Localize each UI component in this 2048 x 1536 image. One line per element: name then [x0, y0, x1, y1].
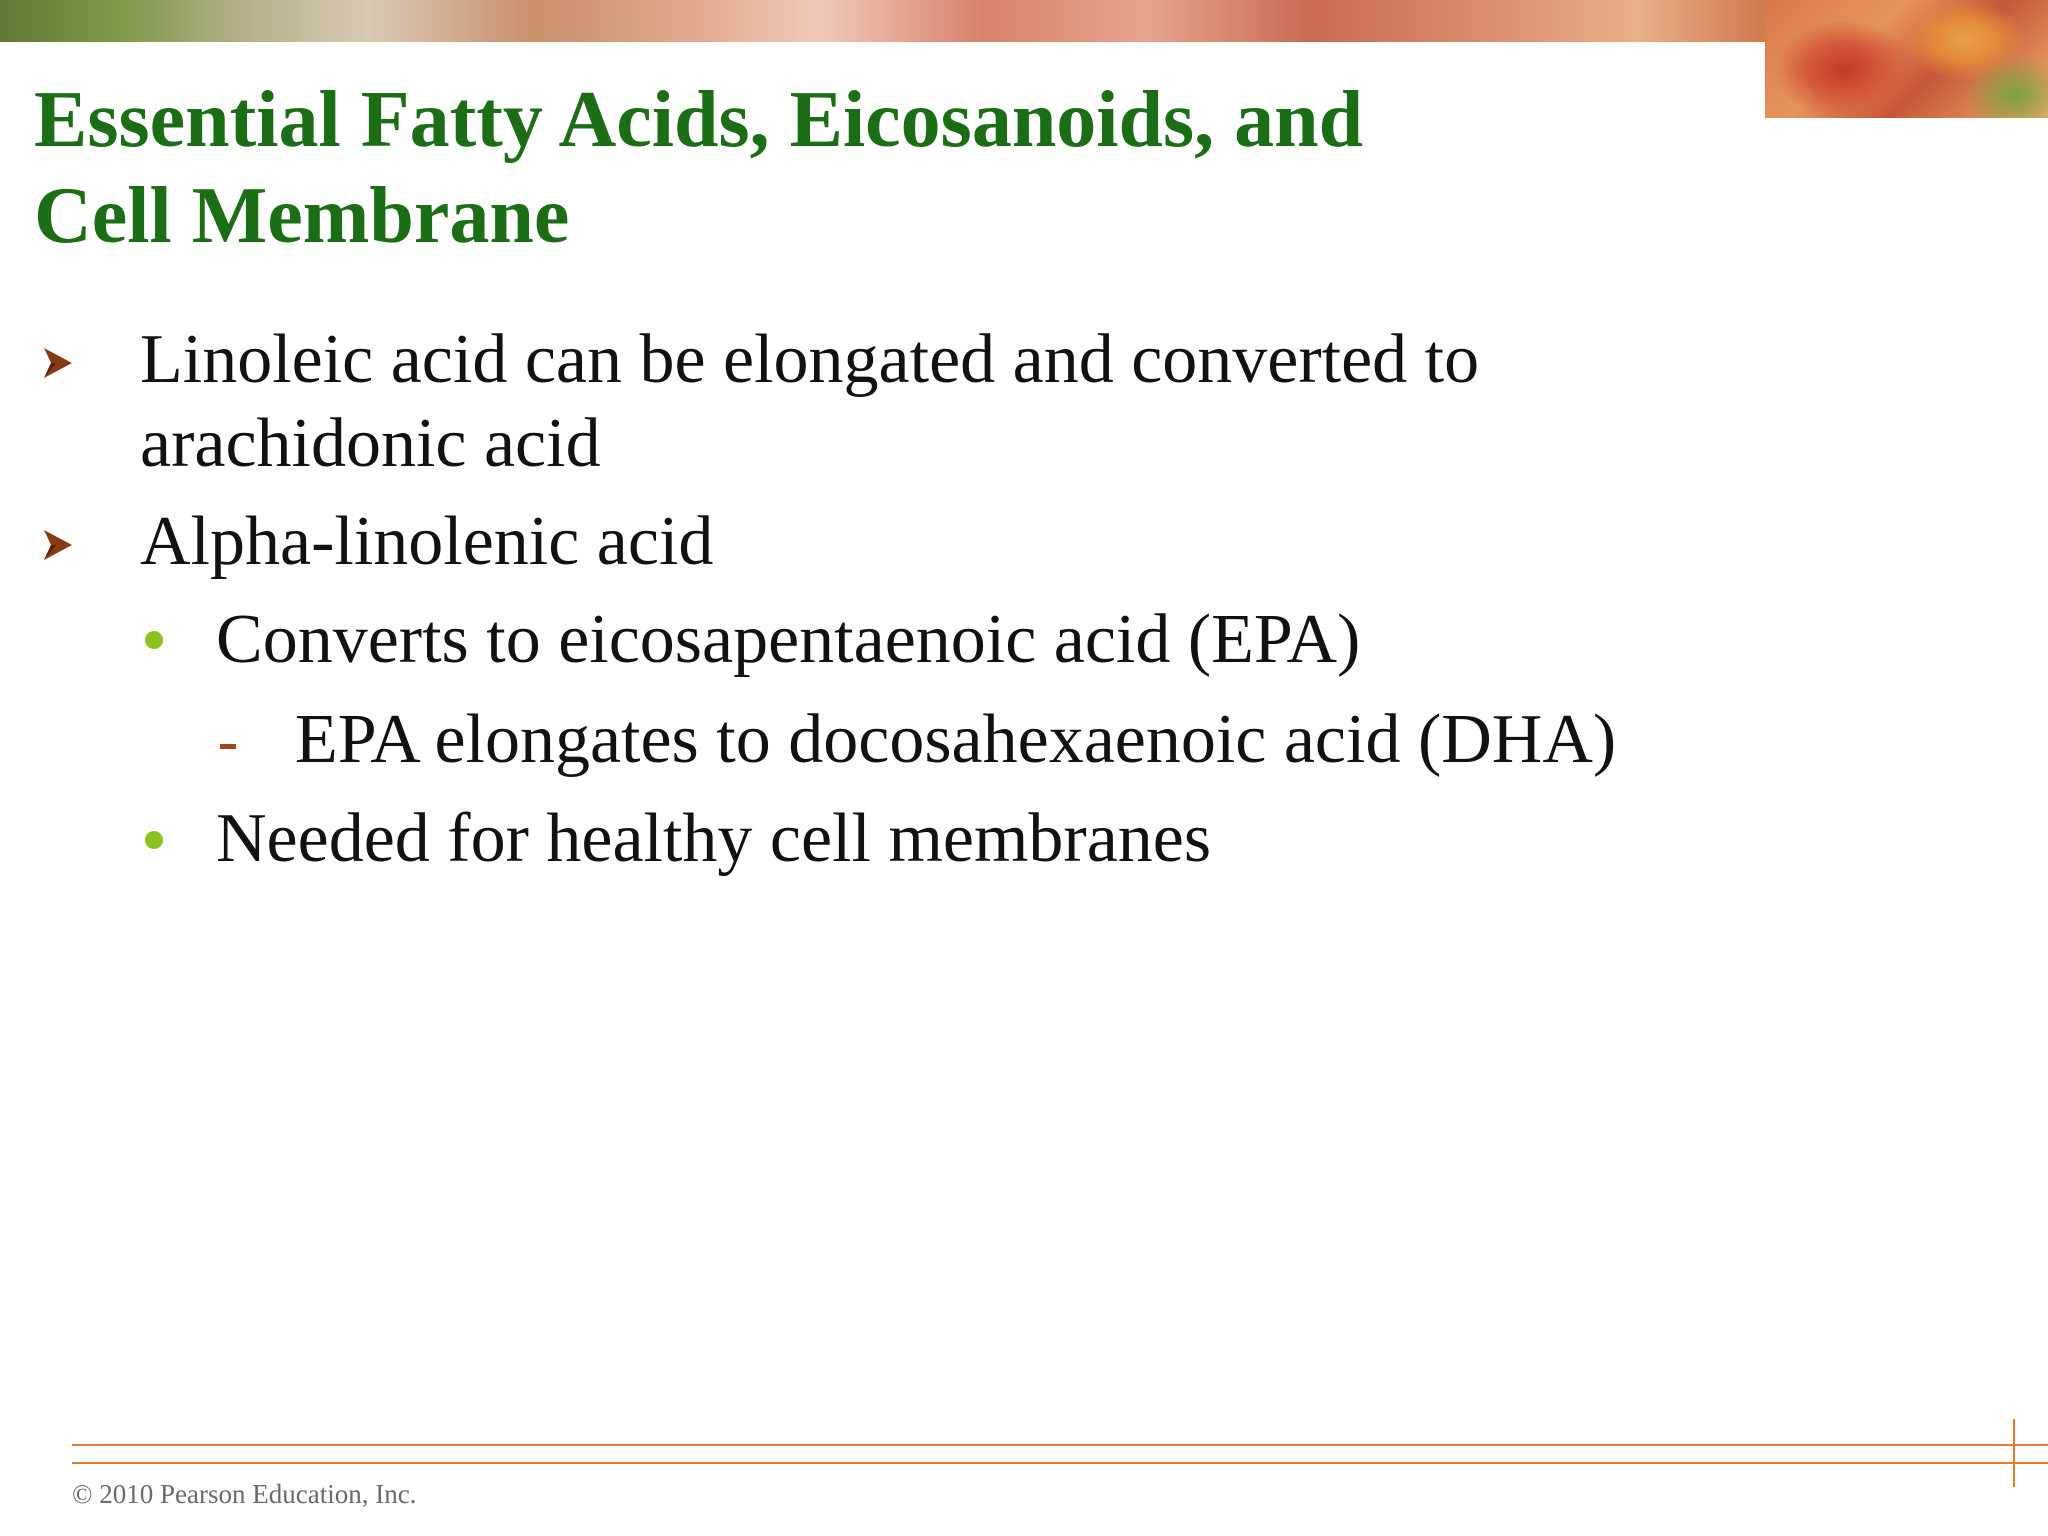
slide-title — [34, 72, 1734, 264]
corner-food-photo — [1765, 0, 2048, 118]
bullet-text-cell-membranes: Needed for healthy cell membranes — [216, 800, 1212, 877]
slide-title-line-2: Cell Membrane — [34, 172, 570, 260]
arrow-bullet-icon — [42, 528, 74, 562]
footer-rule-top — [72, 1444, 2048, 1446]
dot-bullet-icon — [145, 831, 163, 849]
bullet-text-converts-epa: Converts to eicosapentaenoic acid (EPA) — [216, 601, 1361, 678]
header-photo-banner — [0, 0, 2048, 42]
bullet-text-epa-dha: EPA elongates to docosahexaenoic acid (DHA) — [295, 701, 1617, 778]
footer-rule-bottom — [72, 1462, 2048, 1464]
arrow-bullet-icon — [42, 346, 74, 380]
bullet-text-linoleic-line-1: Linoleic acid can be elongated and converted to — [140, 321, 1480, 398]
footer-rule-tick — [2013, 1419, 2015, 1487]
bullet-text-alpha-linolenic: Alpha-linolenic acid — [140, 503, 714, 580]
dot-bullet-icon — [145, 631, 163, 649]
copyright-notice: © 2010 Pearson Education, Inc. — [72, 1479, 417, 1509]
bullet-text-linoleic-line-2: arachidonic acid — [140, 405, 601, 482]
dash-bullet-icon — [220, 744, 236, 749]
slide-title-line-1: Essential Fatty Acids, Eicosanoids, and — [34, 76, 1364, 164]
